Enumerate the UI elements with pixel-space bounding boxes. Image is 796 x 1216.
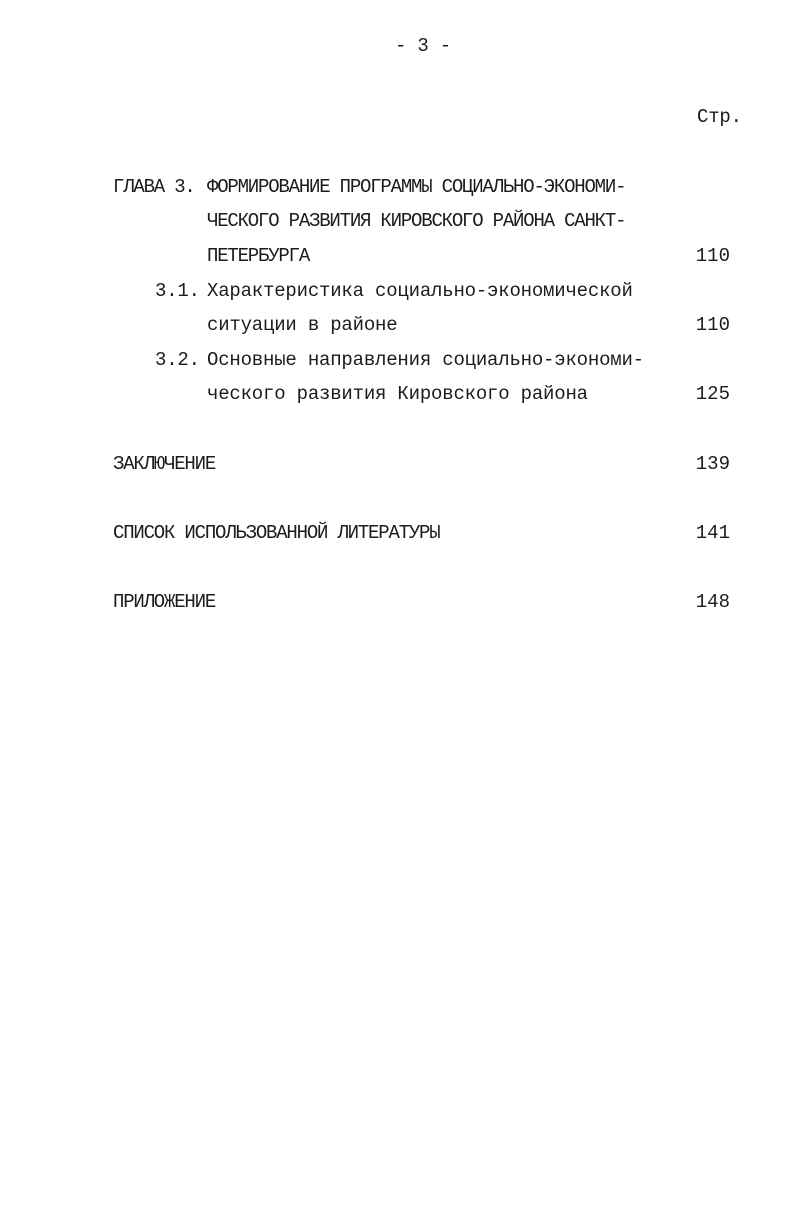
section-title-line-2: ческого развития Кировского района — [207, 383, 588, 405]
chapter-title-line-3: ПЕТЕРБУРГА — [207, 245, 310, 267]
section-number: 3.2. — [155, 349, 200, 371]
section-page-number: 110 — [695, 314, 730, 336]
section-title-line-1: Основные направления социально-экономи- — [207, 349, 644, 371]
page-column-header: Стр. — [697, 106, 742, 128]
chapter-title-line-1: ФОРМИРОВАНИЕ ПРОГРАММЫ СОЦИАЛЬНО-ЭКОНОМИ- — [207, 176, 626, 198]
chapter-title-line-2: ЧЕСКОГО РАЗВИТИЯ КИРОВСКОГО РАЙОНА САНКТ- — [207, 210, 626, 232]
section-title-line-2: ситуации в районе — [207, 314, 398, 336]
page-number: - 3 - — [395, 35, 452, 57]
appendix-page-number: 148 — [695, 591, 730, 613]
chapter-prefix: ГЛАВА 3. — [113, 176, 195, 198]
section-title-line-1: Характеристика социально-экономической — [207, 280, 633, 302]
references-title: СПИСОК ИСПОЛЬЗОВАННОЙ ЛИТЕРАТУРЫ — [113, 522, 440, 544]
references-page-number: 141 — [695, 522, 730, 544]
chapter-page-number: 110 — [695, 245, 730, 267]
appendix-title: ПРИЛОЖЕНИЕ — [113, 591, 216, 613]
conclusion-title: ЗАКЛЮЧЕНИЕ — [113, 453, 216, 475]
section-page-number: 125 — [695, 383, 730, 405]
conclusion-page-number: 139 — [695, 453, 730, 475]
section-number: 3.1. — [155, 280, 200, 302]
